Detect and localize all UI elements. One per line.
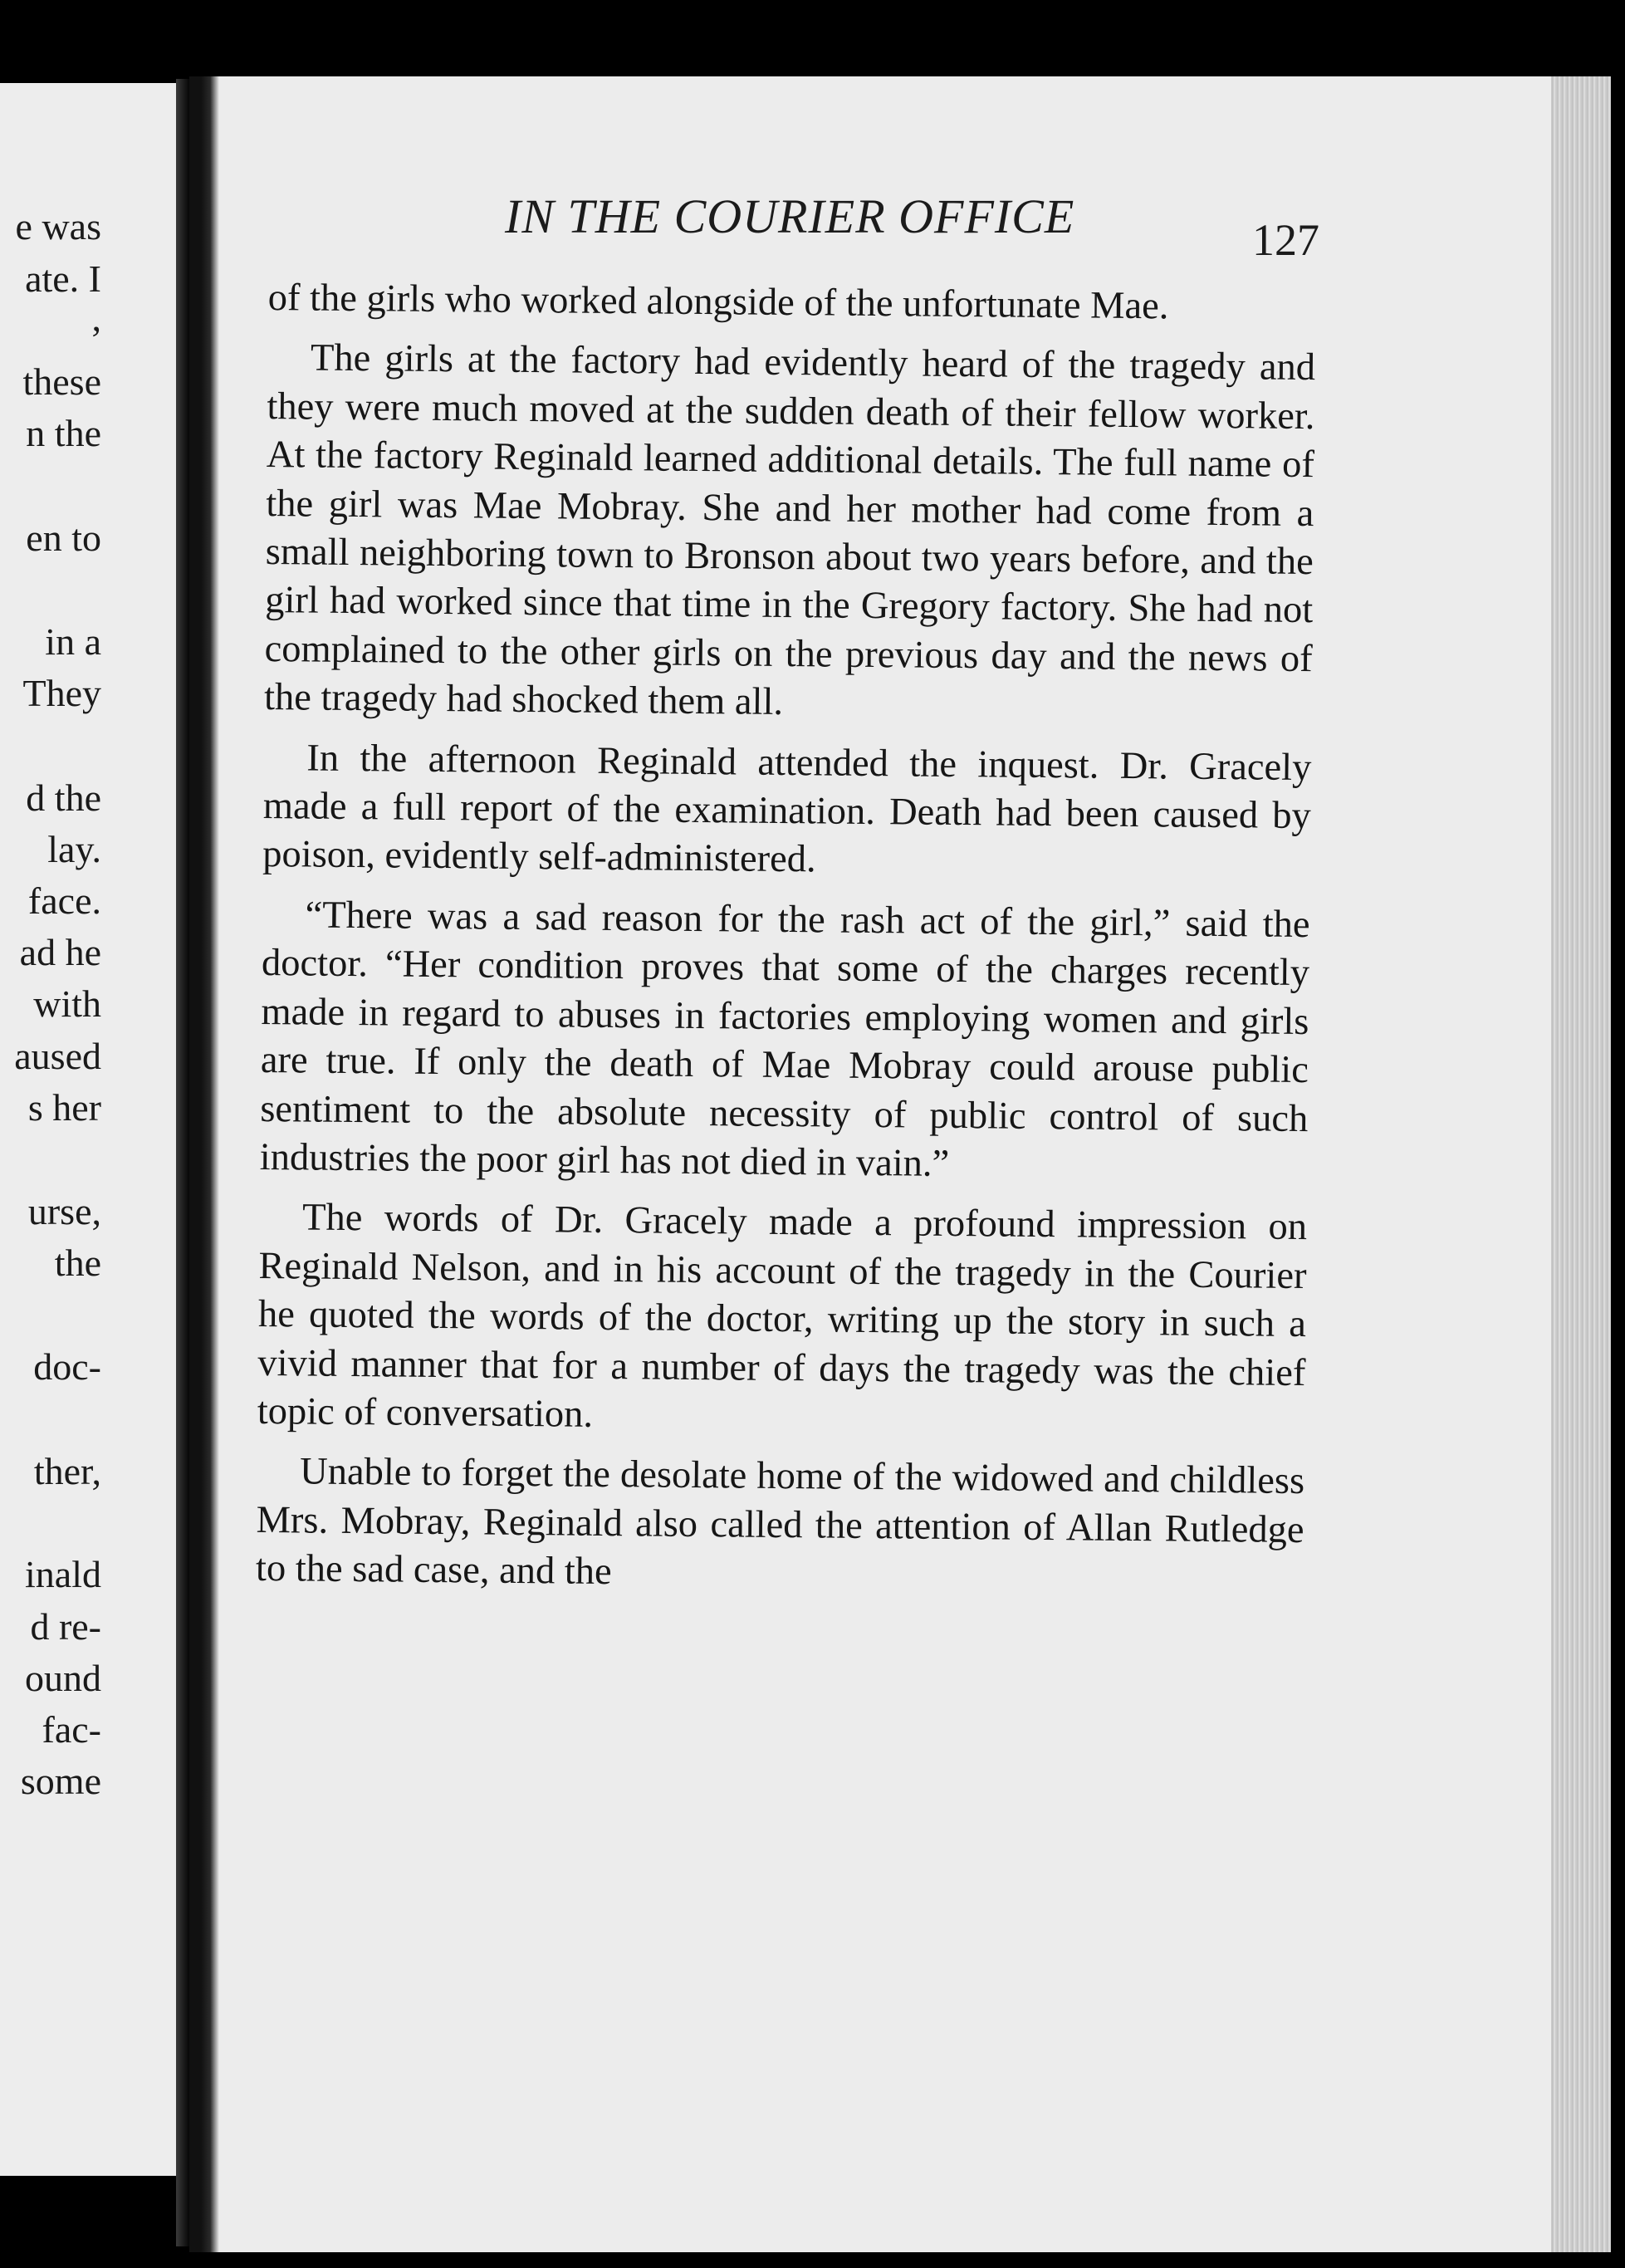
left-page-line: the: [54, 1242, 101, 1284]
left-page-line: face.: [27, 879, 101, 922]
paragraph-2: The girls at the factory had evidently heard of the tragedy and they were much moved at the sudden death of their fellow worker. At the factory Reginald learned additional details. The full name of the girl was Mae Mobray. She and her mother had come from a small neighboring town to Bronson about two years before, and the girl had worked since that time in the Gregory factory. She had not complained to the other girls on the previous day and the news of the tragedy had shocked them all.: [263, 336, 1316, 724]
paragraph-4: “There was a sad reason for the rash act of the girl,” said the doctor. “Her condition proves that some of the charges recently made in regard to abuses in factories employing women and girls are true. If only the death of Mae Mobray could arouse public sentiment to the absolute necessity of public control of such industries the poor girl has not died in vain.”: [259, 894, 1310, 1185]
left-page-line: doc-: [33, 1345, 101, 1388]
page-number: 127: [1252, 215, 1319, 265]
page-127: [189, 76, 1611, 2252]
left-page-line: aused: [14, 1035, 101, 1077]
left-page-line: ound: [25, 1657, 101, 1699]
left-page-line: these: [22, 360, 101, 403]
left-page-line: ,: [91, 296, 101, 339]
left-page-line: lay.: [47, 828, 101, 870]
left-page-line: ther,: [33, 1450, 101, 1492]
left-page-line: fac-: [42, 1708, 101, 1751]
left-page-line: They: [22, 672, 101, 714]
left-page-line: n the: [26, 412, 101, 454]
left-page-line: with: [33, 982, 101, 1025]
left-page-line: in a: [45, 620, 101, 663]
left-page-line: inald: [25, 1553, 101, 1595]
page-stack-edge: [1551, 76, 1611, 2252]
paragraph-5: The words of Dr. Gracely made a profound impression on Reginald Nelson, and in his account of the tragedy in the Courier he quoted the words of the doctor, writing up the story in such a vivid manner that for a number of days the tragedy was the chief topic of conversation.: [257, 1196, 1308, 1436]
left-page-line: en to: [26, 517, 101, 559]
page-binding-shadow: [189, 76, 219, 2252]
left-page-line: ad he: [19, 931, 101, 973]
paragraph-6: Unable to forget the desolate home of the widowed and childless Mrs. Mobray, Reginald also called the attention of Allan Rutledge to the sad case, and the: [255, 1450, 1305, 1594]
body-text: [256, 274, 1316, 1604]
paragraph-1: of the girls who worked alongside of the unfortunate Mae.: [267, 276, 1169, 328]
paragraph-3: In the afternoon Reginald attended the inquest. Dr. Gracely made a full report of the examination. Death had been caused by poison, evidently self-administered.: [262, 737, 1312, 881]
running-head: IN THE COURIER OFFICE: [505, 189, 1075, 243]
left-page-line: d the: [26, 776, 101, 819]
left-page-line: s her: [27, 1086, 101, 1129]
left-page-line: urse,: [27, 1190, 101, 1232]
left-page-line: d re-: [30, 1605, 101, 1648]
left-page-line: some: [20, 1760, 101, 1802]
facing-page-left: [0, 83, 176, 2176]
left-page-line: e was: [15, 205, 101, 247]
left-page-line: ate. I: [25, 257, 101, 300]
